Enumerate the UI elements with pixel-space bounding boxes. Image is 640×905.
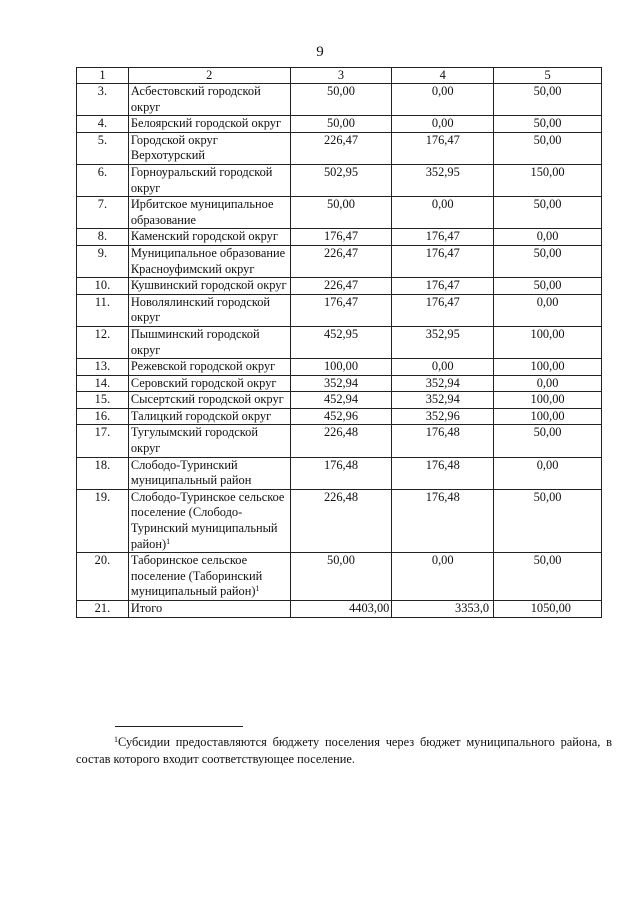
table-row	[77, 457, 602, 489]
table-row	[77, 116, 602, 133]
municipality-name	[128, 375, 290, 392]
municipality-name	[128, 164, 290, 196]
municipality-name	[128, 278, 290, 295]
value-c5: 50,00	[494, 132, 602, 164]
municipality-name-text: Кушвинский городской округ	[130, 278, 287, 293]
municipality-name-text: Муниципальное образование Красноуфимский округ	[130, 245, 286, 276]
value-c3: 352,94	[290, 375, 392, 392]
value-c5: 50,00	[494, 84, 602, 116]
footnote-text: Субсидии предоставляются бюджету поселения через бюджет муниципального района, в состав которого входит соответствующее поселение.	[76, 735, 612, 766]
value-c3: 50,00	[290, 116, 392, 133]
value-c4: 176,48	[392, 457, 494, 489]
table-row	[77, 425, 602, 457]
value-c4: 352,95	[392, 326, 494, 358]
table-row	[77, 375, 602, 392]
table-row	[77, 392, 602, 409]
value-c4: 352,94	[392, 375, 494, 392]
row-number: 9.	[77, 245, 129, 277]
value-c5: 100,00	[494, 326, 602, 358]
municipality-name	[128, 408, 290, 425]
table-row	[77, 294, 602, 326]
column-header: 4	[392, 68, 494, 84]
value-c3: 226,47	[290, 245, 392, 277]
table-row	[77, 359, 602, 376]
row-number: 21.	[77, 601, 129, 618]
value-c3: 452,94	[290, 392, 392, 409]
municipality-name	[128, 601, 290, 618]
value-c4: 352,95	[392, 164, 494, 196]
value-c3: 226,48	[290, 489, 392, 552]
value-c4: 176,47	[392, 229, 494, 246]
municipality-name-text: Городской округ Верхотурский	[130, 132, 218, 163]
value-c3: 50,00	[290, 84, 392, 116]
municipality-name	[128, 489, 290, 552]
value-c3: 50,00	[290, 553, 392, 601]
value-c3: 176,47	[290, 294, 392, 326]
value-c4: 176,48	[392, 489, 494, 552]
municipality-name	[128, 245, 290, 277]
value-c4: 176,47	[392, 294, 494, 326]
municipality-name	[128, 229, 290, 246]
municipality-name-text: Талицкий городской округ	[130, 408, 272, 423]
row-number: 13.	[77, 359, 129, 376]
row-number: 14.	[77, 375, 129, 392]
table-body	[77, 84, 602, 618]
value-c5: 100,00	[494, 359, 602, 376]
page-number: 9	[316, 44, 324, 60]
value-c4: 0,00	[392, 553, 494, 601]
table-row	[77, 132, 602, 164]
value-c4: 176,47	[392, 278, 494, 295]
value-c3: 176,47	[290, 229, 392, 246]
municipality-name	[128, 116, 290, 133]
table-row	[77, 245, 602, 277]
footnote-reference: 1	[166, 536, 171, 546]
value-c3: 502,95	[290, 164, 392, 196]
value-c4: 352,96	[392, 408, 494, 425]
value-c5: 50,00	[494, 197, 602, 229]
table-row	[77, 326, 602, 358]
total-row	[77, 601, 602, 618]
table-row	[77, 229, 602, 246]
value-c3: 4403,00	[290, 601, 392, 618]
value-c4: 0,00	[392, 116, 494, 133]
value-c4: 0,00	[392, 359, 494, 376]
row-number: 7.	[77, 197, 129, 229]
municipality-name-text: Горноуральский городской округ	[130, 164, 273, 195]
value-c4: 3353,0	[392, 601, 494, 618]
municipality-name-text: Ирбитское муниципальное образование	[130, 197, 274, 227]
value-c5: 0,00	[494, 457, 602, 489]
column-header: 2	[128, 68, 290, 84]
value-c3: 100,00	[290, 359, 392, 376]
municipality-name	[128, 132, 290, 164]
value-c5: 0,00	[494, 375, 602, 392]
table-header-row	[77, 68, 602, 84]
table-row	[77, 408, 602, 425]
municipality-name-text: Слободо-Туринский муниципальный район	[130, 457, 252, 488]
row-number: 20.	[77, 553, 129, 601]
value-c4: 0,00	[392, 197, 494, 229]
value-c5: 0,00	[494, 229, 602, 246]
value-c4: 176,47	[392, 132, 494, 164]
municipality-name	[128, 359, 290, 376]
table-row	[77, 278, 602, 295]
municipality-name-text: Белоярский городской округ	[130, 116, 282, 131]
value-c5: 150,00	[494, 164, 602, 196]
municipality-name-text: Асбестовский городской округ	[130, 84, 261, 114]
row-number: 4.	[77, 116, 129, 133]
table-row	[77, 489, 602, 552]
municipality-name	[128, 553, 290, 601]
municipality-name-text: Режевской городской округ	[130, 359, 276, 374]
value-c5: 0,00	[494, 294, 602, 326]
row-number: 10.	[77, 278, 129, 295]
row-number: 11.	[77, 294, 129, 326]
subsidy-table	[76, 67, 602, 618]
value-c5: 100,00	[494, 392, 602, 409]
table-row	[77, 197, 602, 229]
value-c5: 50,00	[494, 245, 602, 277]
value-c5: 100,00	[494, 408, 602, 425]
value-c3: 176,48	[290, 457, 392, 489]
table-row	[77, 84, 602, 116]
value-c3: 226,48	[290, 425, 392, 457]
row-number: 6.	[77, 164, 129, 196]
value-c3: 226,47	[290, 132, 392, 164]
municipality-name-text: Таборинское сельское поселение (Таборинский муниципальный район)	[130, 553, 263, 599]
municipality-name	[128, 294, 290, 326]
municipality-name-text: Сысертский городской округ	[130, 392, 284, 407]
footnote-reference: 1	[255, 584, 260, 594]
municipality-name	[128, 84, 290, 116]
municipality-name-text: Новолялинский городской округ	[130, 294, 271, 325]
footnote-divider	[115, 726, 243, 727]
municipality-name-text: Пышминский городской округ	[130, 326, 260, 357]
table-row	[77, 164, 602, 196]
column-header: 1	[77, 68, 129, 84]
municipality-name-text: Серовский городской округ	[130, 375, 277, 390]
row-number: 16.	[77, 408, 129, 425]
table-row	[77, 553, 602, 601]
value-c5: 50,00	[494, 278, 602, 295]
value-c4: 0,00	[392, 84, 494, 116]
row-number: 8.	[77, 229, 129, 246]
value-c5: 50,00	[494, 425, 602, 457]
row-number: 18.	[77, 457, 129, 489]
value-c4: 176,48	[392, 425, 494, 457]
footnote-marker: 1	[114, 735, 118, 744]
municipality-name-text: Итого	[130, 601, 163, 615]
municipality-name-text: Слободо-Туринское сельское поселение (Слободо-Туринский муниципальный район)	[130, 489, 285, 551]
row-number: 12.	[77, 326, 129, 358]
value-c3: 452,95	[290, 326, 392, 358]
value-c5: 50,00	[494, 489, 602, 552]
row-number: 3.	[77, 84, 129, 116]
row-number: 15.	[77, 392, 129, 409]
value-c5: 1050,00	[494, 601, 602, 618]
municipality-name	[128, 392, 290, 409]
municipality-name	[128, 425, 290, 457]
value-c3: 452,96	[290, 408, 392, 425]
value-c5: 50,00	[494, 116, 602, 133]
municipality-name-text: Тугулымский городской округ	[130, 425, 258, 456]
column-header: 3	[290, 68, 392, 84]
row-number: 5.	[77, 132, 129, 164]
value-c3: 226,47	[290, 278, 392, 295]
row-number: 17.	[77, 425, 129, 457]
municipality-name	[128, 457, 290, 489]
value-c4: 176,47	[392, 245, 494, 277]
value-c3: 50,00	[290, 197, 392, 229]
municipality-name	[128, 326, 290, 358]
municipality-name	[128, 197, 290, 229]
row-number: 19.	[77, 489, 129, 552]
value-c5: 50,00	[494, 553, 602, 601]
column-header: 5	[494, 68, 602, 84]
municipality-name-text: Каменский городской округ	[130, 229, 278, 244]
value-c4: 352,94	[392, 392, 494, 409]
footnote	[76, 734, 612, 768]
